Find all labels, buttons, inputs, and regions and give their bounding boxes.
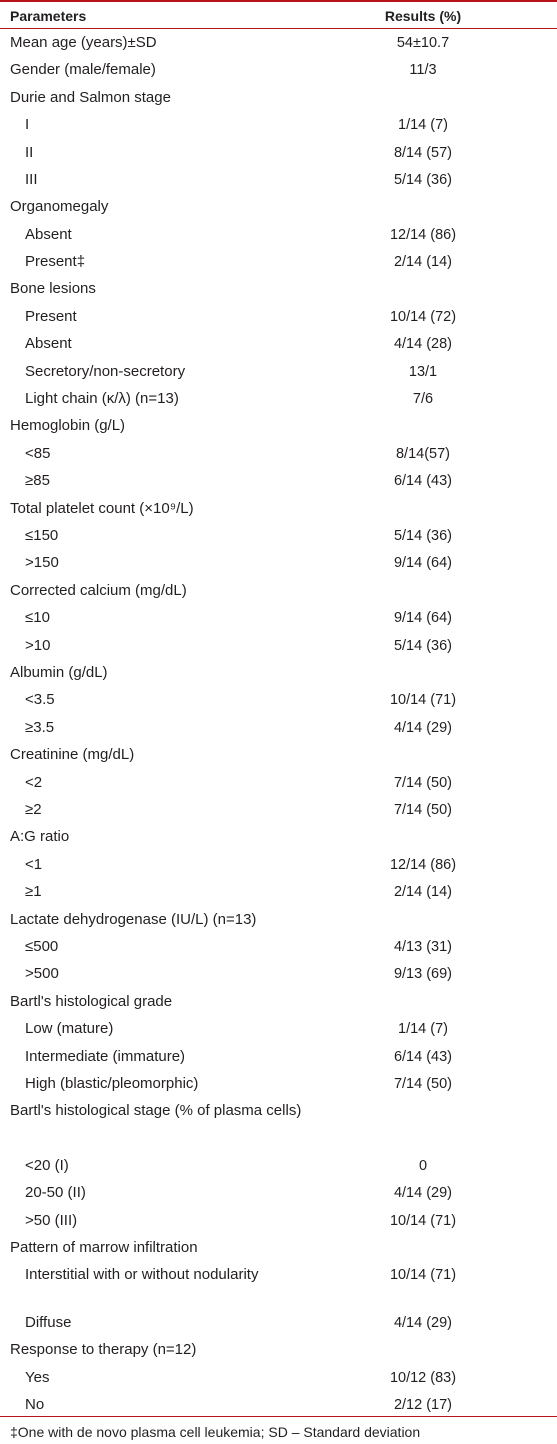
parameter-cell: Hemoglobin (g/L) [10, 417, 126, 434]
parameter-cell: Diffuse [25, 1314, 72, 1331]
parameter-cell: Lactate dehydrogenase (IU/L) (n=13) [10, 911, 257, 928]
parameter-cell: Present‡ [25, 253, 86, 270]
table-footnote: ‡One with de novo plasma cell leukemia; SD – Standard deviation [10, 1424, 421, 1440]
parameter-cell: Present [25, 308, 77, 325]
result-cell: 4/13 (31) [393, 939, 453, 955]
parameter-cell: ≥85 [25, 472, 50, 489]
result-cell: 1/14 (7) [398, 1021, 448, 1037]
result-cell: 8/14(57) [395, 446, 450, 462]
parameter-cell: >50 (III) [25, 1212, 78, 1229]
parameter-cell: Bartl's histological grade [10, 993, 173, 1010]
result-cell: 12/14 (86) [389, 857, 457, 873]
parameter-cell: >500 [25, 965, 59, 982]
result-cell: 4/14 (28) [393, 336, 453, 352]
result-cell: 5/14 (36) [393, 528, 453, 544]
parameter-cell: Secretory/non-secretory [25, 363, 186, 380]
parameter-cell: Bartl's histological stage (% of plasma cells) [10, 1102, 302, 1119]
result-cell: 5/14 (36) [393, 638, 453, 654]
parameter-cell: Gender (male/female) [10, 61, 156, 78]
parameter-cell: Low (mature) [25, 1020, 114, 1037]
result-cell: 10/12 (83) [389, 1370, 457, 1386]
parameter-cell: <1 [25, 856, 43, 873]
result-cell: 10/14 (72) [389, 309, 457, 325]
parameter-cell: <2 [25, 774, 43, 791]
parameter-cell: <3.5 [25, 691, 55, 708]
parameter-cell: Mean age (years)±SD [10, 34, 157, 51]
parameter-cell: Intermediate (immature) [25, 1048, 186, 1065]
parameter-cell: Organomegaly [10, 198, 109, 215]
result-cell: 4/14 (29) [393, 1315, 453, 1331]
parameter-cell: ≥3.5 [25, 719, 55, 736]
result-cell: 11/3 [409, 62, 437, 78]
parameter-cell: Total platelet count (×10⁹/L) [10, 500, 194, 517]
parameter-cell: III [25, 171, 38, 188]
parameter-cell: ≥1 [25, 883, 42, 900]
parameter-cell: Albumin (g/dL) [10, 664, 108, 681]
result-cell: 12/14 (86) [389, 227, 457, 243]
result-cell: 10/14 (71) [389, 1267, 457, 1283]
result-cell: 7/14 (50) [393, 1076, 453, 1092]
parameter-cell: ≤10 [25, 609, 50, 626]
result-cell: 7/14 (50) [393, 802, 453, 818]
table-body [0, 29, 557, 1417]
parameter-cell: <20 (I) [25, 1157, 69, 1174]
result-cell: 7/14 (50) [393, 775, 453, 791]
parameter-cell: >150 [25, 554, 59, 571]
parameter-cell: ≤150 [25, 527, 59, 544]
parameter-cell: Creatinine (mg/dL) [10, 746, 135, 763]
header-results: Results (%) [384, 8, 462, 24]
result-cell: 9/13 (69) [393, 966, 453, 982]
result-cell: 54±10.7 [396, 35, 450, 51]
parameter-cell: A:G ratio [10, 828, 70, 845]
parameter-cell: Light chain (κ/λ) (n=13) [25, 390, 179, 407]
parameter-cell: <85 [25, 445, 51, 462]
result-cell: 5/14 (36) [393, 172, 453, 188]
table-header-row [0, 2, 557, 29]
parameter-cell: No [25, 1396, 45, 1413]
parameter-cell: Response to therapy (n=12) [10, 1341, 197, 1358]
parameter-cell: ≤500 [25, 938, 59, 955]
parameter-cell: High (blastic/pleomorphic) [25, 1075, 199, 1092]
parameter-cell: Corrected calcium (mg/dL) [10, 582, 187, 599]
result-cell: 1/14 (7) [398, 117, 448, 133]
result-cell: 10/14 (71) [389, 1213, 457, 1229]
result-cell: 8/14 (57) [393, 145, 453, 161]
result-cell: 7/6 [412, 391, 434, 407]
result-cell: 4/14 (29) [393, 1185, 453, 1201]
parameter-cell: Pattern of marrow infiltration [10, 1239, 198, 1256]
parameter-cell: ≥2 [25, 801, 42, 818]
result-cell: 2/12 (17) [393, 1397, 453, 1413]
result-cell: 2/14 (14) [393, 254, 453, 270]
result-cell: 6/14 (43) [393, 473, 453, 489]
result-cell: 2/14 (14) [393, 884, 453, 900]
result-cell: 10/14 (71) [389, 692, 457, 708]
result-cell: 9/14 (64) [393, 555, 453, 571]
parameter-cell: Bone lesions [10, 280, 96, 297]
parameter-cell: 20-50 (II) [25, 1184, 86, 1201]
result-cell: 13/1 [408, 364, 438, 380]
header-parameters: Parameters [10, 8, 87, 24]
parameter-cell: Interstitial with or without nodularity [25, 1266, 259, 1283]
parameter-cell: >10 [25, 637, 51, 654]
result-cell: 6/14 (43) [393, 1049, 453, 1065]
parameter-cell: Absent [25, 226, 72, 243]
parameter-cell: I [25, 116, 30, 133]
result-cell: 4/14 (29) [393, 720, 453, 736]
result-cell: 9/14 (64) [393, 610, 453, 626]
table-bottom-rule [0, 1416, 557, 1417]
parameter-cell: Absent [25, 335, 72, 352]
parameter-cell: Durie and Salmon stage [10, 89, 171, 106]
parameter-cell: II [25, 144, 34, 161]
result-cell: 0 [418, 1158, 428, 1174]
parameter-cell: Yes [25, 1369, 50, 1386]
